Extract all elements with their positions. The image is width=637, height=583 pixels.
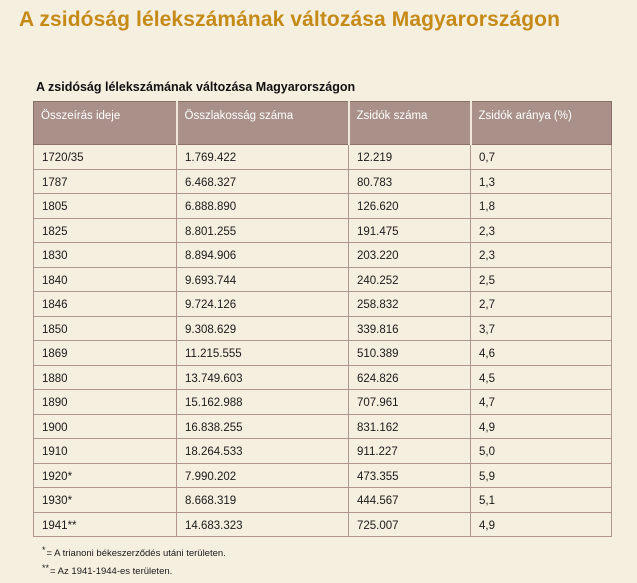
cell-total-population: 9.724.126 <box>177 292 349 317</box>
table-row <box>34 194 612 219</box>
cell-jewish-ratio: 4,9 <box>471 414 612 439</box>
table-row <box>34 341 612 366</box>
cell-jewish-ratio: 4,5 <box>471 365 612 390</box>
cell-jewish-ratio: 1,3 <box>471 169 612 194</box>
cell-jewish-ratio: 5,9 <box>471 463 612 488</box>
cell-total-population: 11.215.555 <box>177 341 349 366</box>
footnote-mark: * <box>42 545 46 555</box>
cell-total-population: 1.769.422 <box>177 145 349 170</box>
cell-jewish-count: 911.227 <box>349 439 471 464</box>
cell-census-date: 1869 <box>34 341 177 366</box>
cell-census-date: 1920* <box>34 463 177 488</box>
table-row <box>34 439 612 464</box>
cell-total-population: 7.990.202 <box>177 463 349 488</box>
table-row <box>34 169 612 194</box>
cell-jewish-ratio: 4,7 <box>471 390 612 415</box>
cell-jewish-ratio: 4,6 <box>471 341 612 366</box>
cell-total-population: 6.468.327 <box>177 169 349 194</box>
cell-jewish-count: 510.389 <box>349 341 471 366</box>
cell-jewish-ratio: 1,8 <box>471 194 612 219</box>
cell-census-date: 1830 <box>34 243 177 268</box>
cell-jewish-count: 707.961 <box>349 390 471 415</box>
table-header-row <box>34 102 612 145</box>
cell-total-population: 15.162.988 <box>177 390 349 415</box>
header-census-date: Összeírás ideje <box>34 102 177 145</box>
table-row <box>34 463 612 488</box>
cell-total-population: 8.668.319 <box>177 488 349 513</box>
cell-jewish-count: 444.567 <box>349 488 471 513</box>
cell-census-date: 1930* <box>34 488 177 513</box>
table-row <box>34 365 612 390</box>
table-row <box>34 316 612 341</box>
cell-jewish-ratio: 5,0 <box>471 439 612 464</box>
footnote-double-star <box>42 563 172 577</box>
cell-jewish-count: 725.007 <box>349 512 471 537</box>
table-row <box>34 292 612 317</box>
cell-total-population: 6.888.890 <box>177 194 349 219</box>
header-jewish-count: Zsidók száma <box>349 102 471 145</box>
cell-jewish-ratio: 2,3 <box>471 218 612 243</box>
cell-total-population: 9.693.744 <box>177 267 349 292</box>
cell-census-date: 1846 <box>34 292 177 317</box>
cell-census-date: 1941** <box>34 512 177 537</box>
cell-census-date: 1787 <box>34 169 177 194</box>
cell-total-population: 14.683.323 <box>177 512 349 537</box>
cell-jewish-count: 473.355 <box>349 463 471 488</box>
footnote-mark: ** <box>42 563 50 573</box>
cell-total-population: 13.749.603 <box>177 365 349 390</box>
table-row <box>34 488 612 513</box>
cell-jewish-ratio: 4,9 <box>471 512 612 537</box>
cell-census-date: 1805 <box>34 194 177 219</box>
header-total-population: Összlakosság száma <box>177 102 349 145</box>
table-caption: A zsidóság lélekszámának változása Magyarországon <box>36 80 356 94</box>
cell-jewish-count: 258.832 <box>349 292 471 317</box>
table-row <box>34 414 612 439</box>
cell-census-date: 1850 <box>34 316 177 341</box>
cell-jewish-ratio: 5,1 <box>471 488 612 513</box>
cell-jewish-ratio: 2,7 <box>471 292 612 317</box>
table-row <box>34 390 612 415</box>
cell-jewish-count: 624.826 <box>349 365 471 390</box>
cell-jewish-count: 339.816 <box>349 316 471 341</box>
footnote-single-star <box>42 545 226 559</box>
cell-census-date: 1900 <box>34 414 177 439</box>
cell-census-date: 1890 <box>34 390 177 415</box>
cell-jewish-ratio: 2,3 <box>471 243 612 268</box>
cell-total-population: 18.264.533 <box>177 439 349 464</box>
cell-jewish-ratio: 2,5 <box>471 267 612 292</box>
page-title: A zsidóság lélekszámának változása Magyarországon <box>19 8 561 31</box>
cell-jewish-count: 203.220 <box>349 243 471 268</box>
cell-jewish-count: 126.620 <box>349 194 471 219</box>
cell-jewish-ratio: 3,7 <box>471 316 612 341</box>
table-row <box>34 218 612 243</box>
table-row <box>34 243 612 268</box>
cell-total-population: 9.308.629 <box>177 316 349 341</box>
cell-jewish-count: 191.475 <box>349 218 471 243</box>
cell-census-date: 1910 <box>34 439 177 464</box>
footnote-text: = Az 1941-1944-es területen. <box>50 566 173 577</box>
cell-census-date: 1720/35 <box>34 145 177 170</box>
header-jewish-ratio: Zsidók aránya (%) <box>471 102 612 145</box>
cell-census-date: 1880 <box>34 365 177 390</box>
footnote-text: = A trianoni békeszerződés utáni területen. <box>46 548 226 559</box>
cell-jewish-count: 80.783 <box>349 169 471 194</box>
cell-census-date: 1840 <box>34 267 177 292</box>
cell-jewish-count: 240.252 <box>349 267 471 292</box>
table-body <box>34 145 612 537</box>
cell-total-population: 16.838.255 <box>177 414 349 439</box>
cell-jewish-ratio: 0,7 <box>471 145 612 170</box>
cell-jewish-count: 12.219 <box>349 145 471 170</box>
cell-total-population: 8.801.255 <box>177 218 349 243</box>
cell-jewish-count: 831.162 <box>349 414 471 439</box>
table-row <box>34 267 612 292</box>
population-table <box>33 101 612 537</box>
table-row <box>34 145 612 170</box>
cell-census-date: 1825 <box>34 218 177 243</box>
table-row <box>34 512 612 537</box>
cell-total-population: 8.894.906 <box>177 243 349 268</box>
